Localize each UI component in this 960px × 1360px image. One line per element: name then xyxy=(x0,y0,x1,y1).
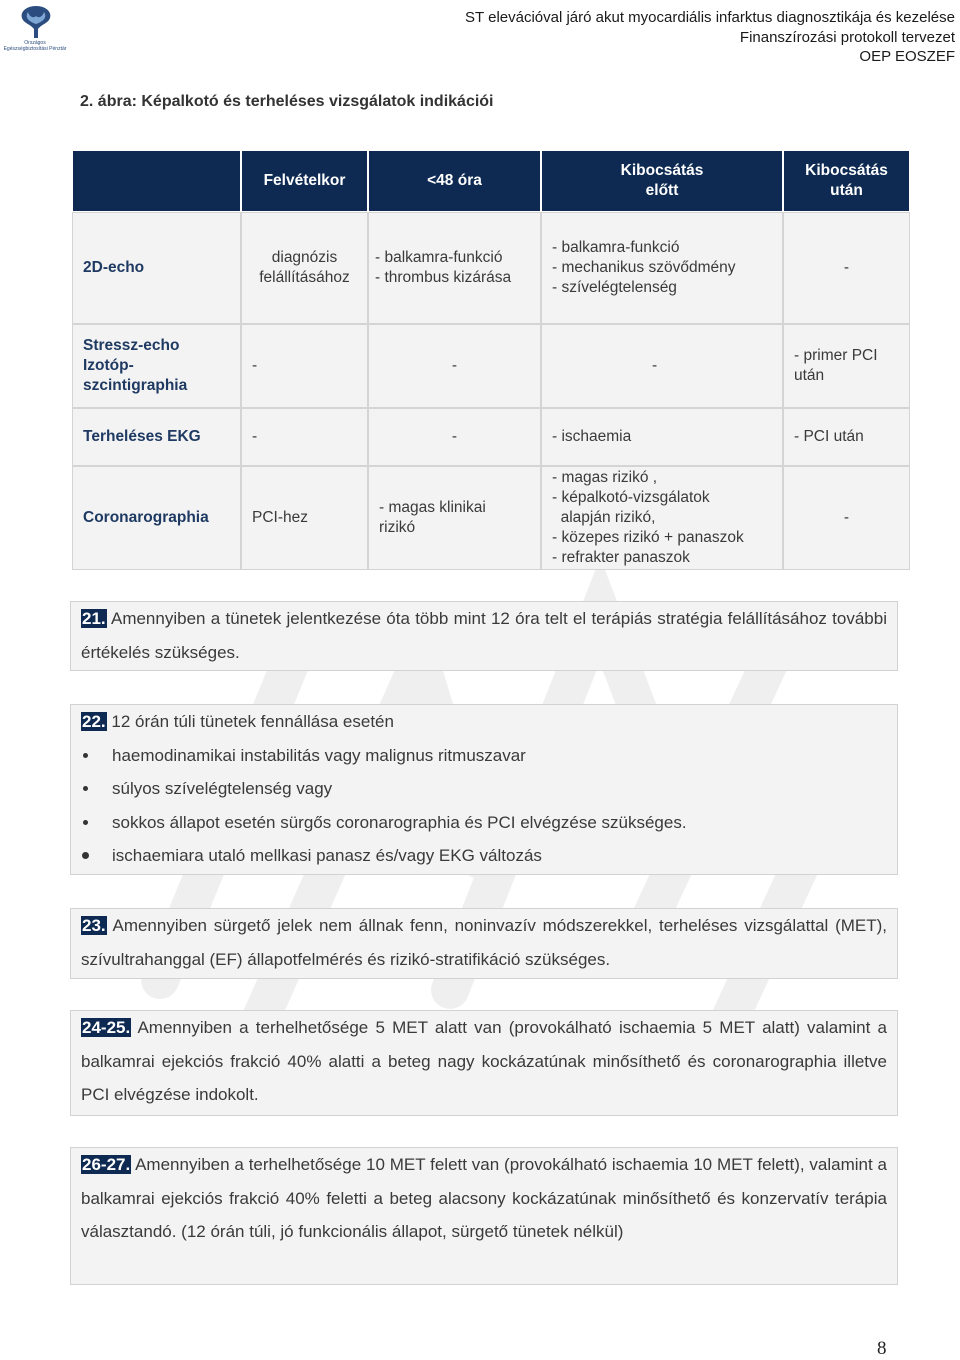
recommendation-24-25 xyxy=(70,1010,898,1116)
table-cell: - magas klinikai rizikó xyxy=(368,466,541,570)
table-cell: PCI-hez xyxy=(241,466,368,570)
step-number: 21. xyxy=(82,609,106,628)
row-label: Coronarographia xyxy=(72,466,241,570)
list-item: haemodinamikai instabilitás vagy malignus ritmuszavar xyxy=(81,739,887,773)
bullet-icon xyxy=(83,753,88,758)
recommendation-26-27 xyxy=(70,1147,898,1285)
indications-table xyxy=(72,150,910,570)
table-cell: - xyxy=(541,324,783,408)
table-cell: - xyxy=(368,408,541,466)
table-cell: - xyxy=(368,324,541,408)
list-item: ischaemiara utaló mellkasi panasz és/vagy EKG változás xyxy=(81,839,887,873)
figure-title: 2. ábra: Képalkotó és terheléses vizsgálatok indikációi xyxy=(80,93,494,110)
table-cell: - xyxy=(241,324,368,408)
table-header-row xyxy=(72,150,910,212)
table-cell: - xyxy=(241,408,368,466)
step-text: 12 órán túli tünetek fennállása esetén xyxy=(106,712,394,731)
bullet-icon xyxy=(83,786,88,791)
row-label: Terheléses EKG xyxy=(72,408,241,466)
header-cell-empty xyxy=(72,150,241,212)
recommendation-22 xyxy=(70,704,898,875)
table-cell: - primer PCI után xyxy=(783,324,910,408)
table-row xyxy=(72,212,910,324)
row-label: 2D-echo xyxy=(72,212,241,324)
step-text: Amennyiben sürgető jelek nem állnak fenn, noninvazív módszerekkel, terheléses vizsgálattal (MET), szívultrahanggal (EF) állapotfelmérés és rizikó-stratifikáció szükséges. xyxy=(81,916,887,969)
table-row xyxy=(72,324,910,408)
logo-caption: Országos Egészségbiztosítási Pénztár xyxy=(3,40,67,52)
header-cell: Felvételkor xyxy=(241,150,368,212)
step-text: Amennyiben a terhelhetősége 10 MET felett van (provokálható ischaemia 10 MET felett), valamint a balkamrai ejekciós frakció 40% feletti a beteg alacsony kockázatúnak minősíthető és konzervatív terápia választandó. (12 órán túli, jó funkcionális állapot, sürgető tünetek nélkül) xyxy=(81,1155,887,1241)
table-cell: - xyxy=(783,466,910,570)
table-cell: - PCI után xyxy=(783,408,910,466)
table-cell: diagnózis felállításához xyxy=(241,212,368,324)
table-cell: - balkamra-funkció - mechanikus szövődmény - szívelégtelenség xyxy=(541,212,783,324)
recommendation-23 xyxy=(70,908,898,979)
step-number: 22. xyxy=(82,712,106,731)
table-cell: - xyxy=(783,212,910,324)
recommendation-21 xyxy=(70,601,898,671)
list-item: súlyos szívelégtelenség vagy xyxy=(81,772,887,806)
criteria-list xyxy=(81,739,887,873)
table-cell: - ischaemia xyxy=(541,408,783,466)
table-cell: - magas rizikó , - képalkotó-vizsgálatok alapján rizikó, - közepes rizikó + panaszok - refrakter panaszok xyxy=(541,466,783,570)
step-text: Amennyiben a terhelhetősége 5 MET alatt van (provokálható ischaemia 5 MET alatt) valamint a balkamrai ejekciós frakció 40% alatti a beteg nagy kockázatúnak minősíthető és coronarographia illetve PCI elvégzése indokolt. xyxy=(81,1018,887,1104)
bullet-icon xyxy=(83,820,88,825)
row-label: Stressz-echo Izotóp- szcintigraphia xyxy=(72,324,241,408)
header-cell: Kibocsátás után xyxy=(783,150,910,212)
header-line-1: ST elevációval járó akut myocardiális infarktus diagnosztikája és kezelése xyxy=(465,9,955,26)
step-number: 24-25. xyxy=(82,1018,131,1037)
table-cell: - balkamra-funkció - thrombus kizárása xyxy=(368,212,541,324)
document-header xyxy=(465,8,955,67)
step-text: Amennyiben a tünetek jelentkezése óta több mint 12 óra telt el terápiás stratégia felállításához további értékelés szükséges. xyxy=(81,609,887,662)
step-number: 23. xyxy=(82,916,106,935)
header-line-2: Finanszírozási protokoll tervezet xyxy=(739,28,955,46)
header-cell: Kibocsátás előtt xyxy=(541,150,783,212)
step-number: 26-27. xyxy=(82,1155,131,1174)
bullet-icon xyxy=(82,852,89,859)
page-number: 8 xyxy=(877,1338,887,1359)
header-line-3: OEP EOSZEF xyxy=(859,48,955,65)
list-item: sokkos állapot esetén sürgős coronarographia és PCI elvégzése szükséges. xyxy=(81,806,887,840)
header-cell: <48 óra xyxy=(368,150,541,212)
table-row xyxy=(72,466,910,570)
table-row xyxy=(72,408,910,466)
